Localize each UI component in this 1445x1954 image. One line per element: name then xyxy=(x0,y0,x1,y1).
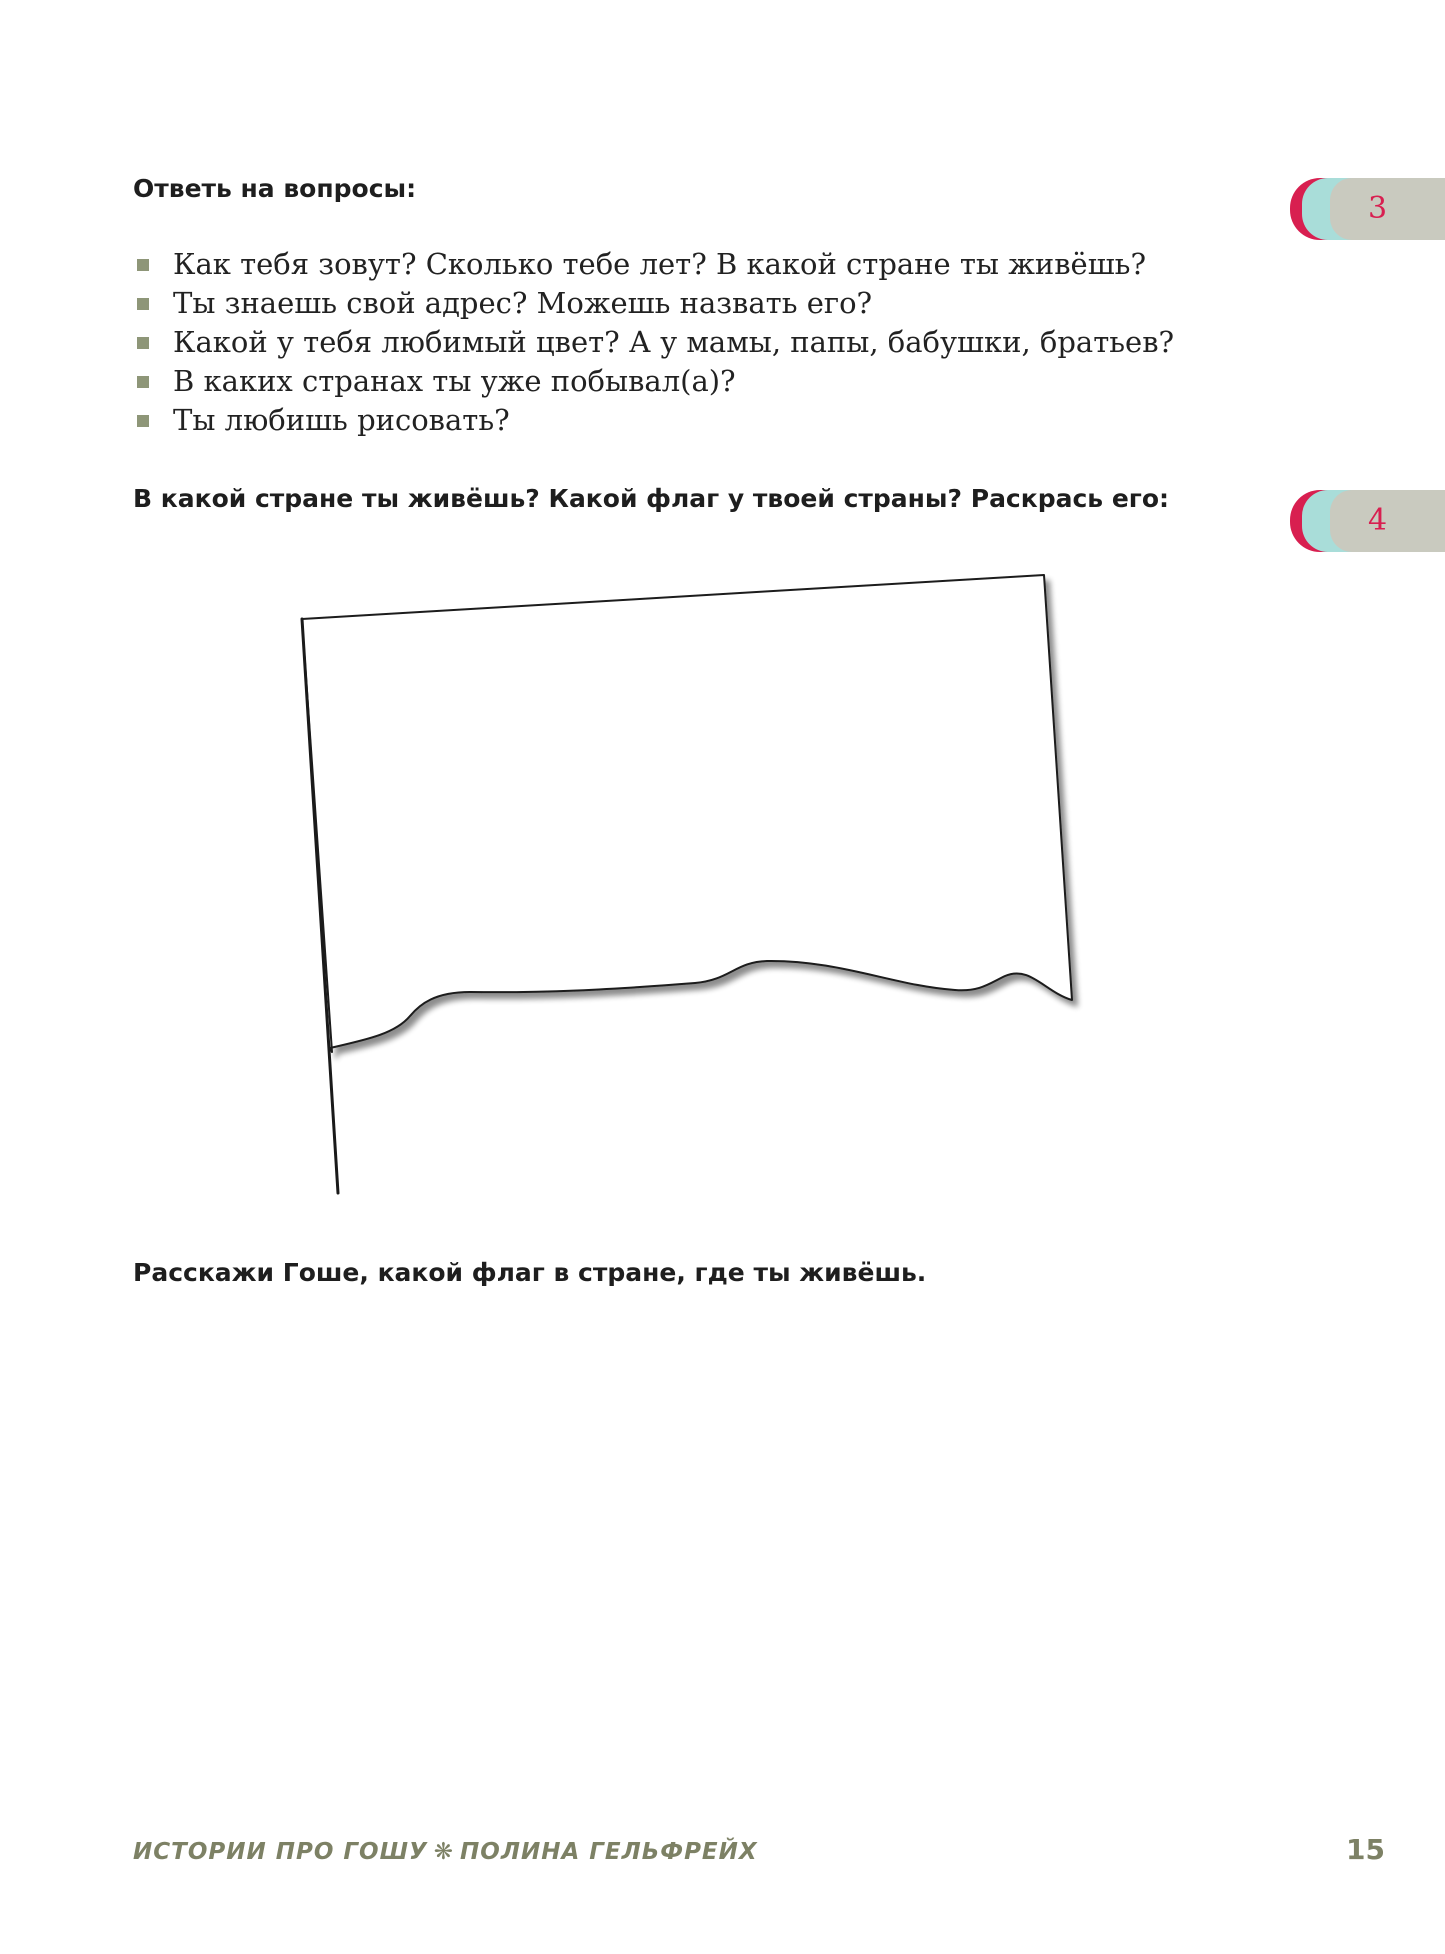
flag-cloth xyxy=(302,575,1072,1052)
list-item xyxy=(133,284,1174,323)
question-text: В каких странах ты уже побывал(а)? xyxy=(173,364,736,398)
footer-book-info xyxy=(133,1837,758,1867)
heading-flag-task: В какой стране ты живёшь? Какой флаг у твоей страны? Раскрась его: xyxy=(133,484,1170,513)
flag-outline-coloring-area[interactable] xyxy=(285,560,1085,1200)
list-item xyxy=(133,362,1174,401)
heading-tell-gosha: Расскажи Гоше, какой флаг в стране, где ты живёшь. xyxy=(133,1258,927,1287)
section-tab-3 xyxy=(1290,178,1445,240)
page-number: 15 xyxy=(1346,1833,1385,1866)
flower-icon: ❋ xyxy=(433,1839,455,1865)
square-bullet-icon xyxy=(137,298,149,310)
square-bullet-icon xyxy=(137,415,149,427)
tab-number: 3 xyxy=(1367,191,1388,226)
question-text: Ты знаешь свой адрес? Можешь назвать его? xyxy=(173,286,873,320)
section-tab-4 xyxy=(1290,490,1445,552)
list-item xyxy=(133,245,1174,284)
list-item xyxy=(133,401,1174,440)
tab-number: 4 xyxy=(1367,503,1388,538)
question-text: Как тебя зовут? Сколько тебе лет? В какой стране ты живёшь? xyxy=(173,247,1147,281)
heading-answer-questions: Ответь на вопросы: xyxy=(133,174,417,203)
square-bullet-icon xyxy=(137,376,149,388)
square-bullet-icon xyxy=(137,259,149,271)
list-item xyxy=(133,323,1174,362)
question-list xyxy=(133,245,1174,440)
question-text: Какой у тебя любимый цвет? А у мамы, папы, бабушки, братьев? xyxy=(173,325,1175,359)
book-author: ПОЛИНА ГЕЛЬФРЕЙХ xyxy=(460,1839,758,1865)
question-text: Ты любишь рисовать? xyxy=(173,403,510,437)
book-title: ИСТОРИИ ПРО ГОШУ xyxy=(133,1839,428,1865)
square-bullet-icon xyxy=(137,337,149,349)
